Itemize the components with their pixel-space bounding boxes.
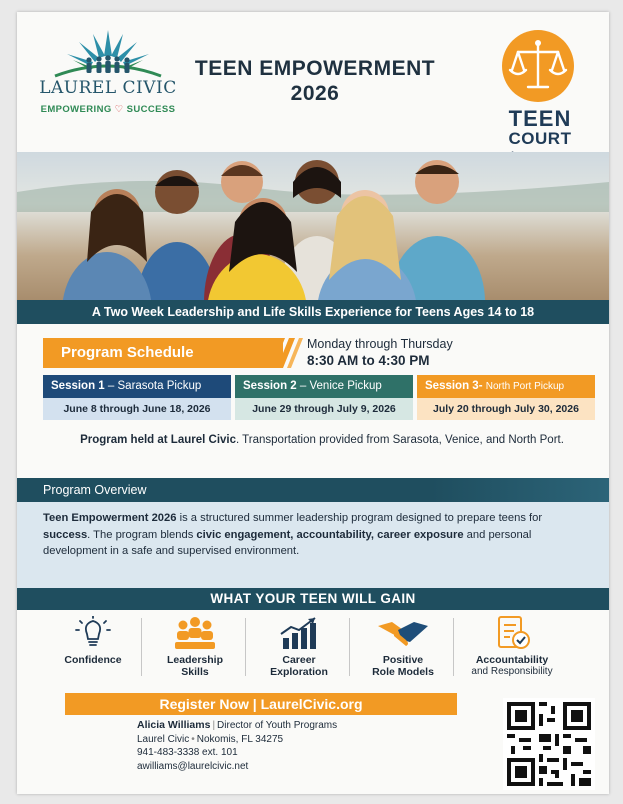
qr-code-icon[interactable] [503,698,595,790]
overview-p2: . The program blends [87,528,197,541]
handshake-icon [376,616,430,650]
session-2-location: Venice Pickup [309,380,382,392]
session-1-name: Session 1 [51,380,105,392]
session-1-separator: – [104,380,118,392]
contact-phone: 941-483-3338 ext. 101 [137,747,238,758]
register-link[interactable]: Register Now | LaurelCivic.org [65,693,457,715]
org-tagline [33,104,183,115]
gain-role-models [353,616,453,688]
gain-2-label: Leadership [166,654,224,666]
page-title [185,56,445,106]
heart-icon: ♡ [114,104,124,115]
contact-name: Alicia Williams [137,719,211,731]
tagline-left: EMPOWERING [40,104,112,115]
stripes-decoration [265,338,303,368]
partner-line2: COURT [508,129,572,148]
gain-divider [245,618,246,676]
gain-4-label: Positive [382,654,424,666]
session-1-card [43,375,231,430]
gain-3-label: Career [282,654,316,666]
session-2-card [235,375,413,430]
session-1-location: Sarasota Pickup [117,380,202,392]
gains-heading: WHAT YOUR TEEN WILL GAIN [17,588,609,610]
contact-org: Laurel Civic [137,733,190,745]
program-location-note [57,432,587,449]
gain-divider [349,618,350,676]
tagline-banner: A Two Week Leadership and Life Skills Experience for Teens Ages 14 to 18 [17,300,609,324]
org-name: LAUREL CIVIC [39,78,177,98]
gain-4-label-2: Role Models [372,666,434,678]
flyer-page [17,12,609,794]
lightbulb-icon [73,616,113,650]
session-3-name: Session 3- [425,380,483,392]
separator: | [212,720,216,731]
title-line1: TEEN EMPOWERMENT [194,57,436,80]
group-icon [173,616,217,650]
session-3-dates: July 20 through July 30, 2026 [417,398,595,420]
program-schedule-label: Program Schedule [43,338,283,368]
growth-chart-icon [277,616,321,650]
overview-success: success [43,528,88,541]
overview-program-name: Teen Empowerment 2026 [43,512,177,524]
contact-role: Director of Youth Programs [217,720,338,731]
gain-divider [141,618,142,676]
contact-email[interactable]: awilliams@laurelcivic.net [137,760,249,772]
schedule-time: 8:30 AM to 4:30 PM [307,353,430,368]
sunburst-people-icon [33,26,183,82]
teen-court-logo [492,30,592,160]
session-1-dates: June 8 through June 18, 2026 [43,398,231,420]
gain-confidence [43,616,143,688]
schedule-days: Monday through Thursday [307,337,453,351]
gain-5-label-2: and Responsibility [471,666,553,677]
gain-1-label: Confidence [64,654,122,666]
held-bold: Program held at Laurel Civic [80,434,236,446]
gain-career [249,616,349,688]
session-2-dates: June 29 through July 9, 2026 [235,398,413,420]
session-2-separator: – [296,380,310,392]
session-3-location: North Port Pickup [485,381,565,392]
session-2-name: Session 2 [243,380,297,392]
laurel-civic-logo [33,26,183,126]
checklist-icon [490,616,534,650]
gain-divider [453,618,454,676]
gain-leadership [145,616,245,688]
partner-line1: TEEN [508,106,572,131]
gain-3-label-2: Exploration [270,666,328,678]
gain-accountability [457,616,567,688]
overview-blends: civic engagement, accountability, career exposure [196,528,464,541]
scales-of-justice-icon [502,30,574,102]
bullet-icon: • [191,733,195,745]
tagline-right: SUCCESS [126,104,176,115]
overview-heading: Program Overview [17,478,609,502]
gain-2-label-2: Skills [181,666,209,678]
overview-p1: is a structured summer leadership program designed to prepare teens for [176,512,543,524]
overview-p3: and personal development in a safe and supervised environment. [43,528,532,557]
overview-text [17,502,609,588]
held-rest: . Transportation provided from Sarasota, Venice, and North Port. [236,434,564,446]
contact-info [137,719,337,773]
gain-5-label: Accountability [475,654,549,666]
session-3-card [417,375,595,430]
teens-group-photo [17,152,609,300]
contact-city: Nokomis, FL 34275 [196,733,284,745]
title-line2: 2026 [290,82,340,105]
